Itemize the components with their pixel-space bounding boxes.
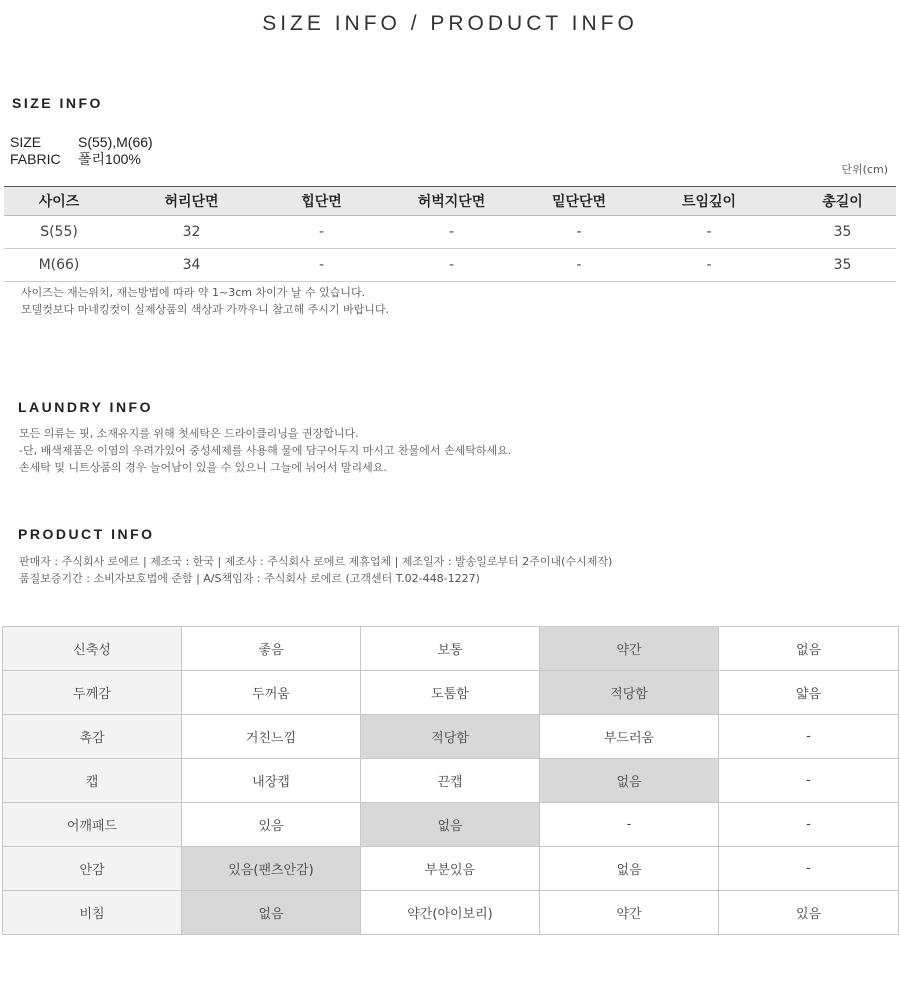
attribute-row	[3, 847, 899, 891]
attribute-option-selected: 적당함	[361, 715, 540, 759]
table-cell: -	[529, 216, 629, 249]
table-cell: M(66)	[4, 249, 114, 282]
attribute-option: -	[719, 847, 899, 891]
attribute-row	[3, 759, 899, 803]
attribute-label: 캡	[3, 759, 182, 803]
size-table-header	[4, 187, 896, 216]
table-cell: 32	[114, 216, 269, 249]
attribute-label: 비침	[3, 891, 182, 935]
unit-label: 단위(cm)	[841, 163, 888, 176]
page-title: SIZE INFO / PRODUCT INFO	[262, 12, 638, 35]
col-header: 허벅지단면	[374, 187, 529, 216]
table-cell: 35	[789, 216, 896, 249]
table-cell: -	[374, 216, 529, 249]
size-note: 모델컷보다 마네킹컷이 실제상품의 색상과 가까우니 참고해 주시기 바랍니다.	[21, 303, 390, 316]
attribute-option-selected: 없음	[182, 891, 361, 935]
attribute-option: -	[540, 803, 719, 847]
product-line: 판매자 : 주식회사 로에르 | 제조국 : 한국 | 제조사 : 주식회사 로에르 제휴업체 | 제조일자 : 발송일로부터 2주이내(수시제작)	[19, 555, 613, 568]
attribute-label: 안감	[3, 847, 182, 891]
laundry-line: 모든 의류는 핏, 소재유지를 위해 첫세탁은 드라이클리닝을 권장합니다.	[19, 427, 359, 440]
size-table	[4, 186, 896, 282]
attribute-option: -	[719, 803, 899, 847]
attribute-option-selected: 없음	[361, 803, 540, 847]
attribute-option: 있음	[719, 891, 899, 935]
attribute-option-selected: 적당함	[540, 671, 719, 715]
attribute-option: 부드러움	[540, 715, 719, 759]
table-cell: -	[529, 249, 629, 282]
attribute-option: 두꺼움	[182, 671, 361, 715]
attribute-row	[3, 715, 899, 759]
col-header: 트임깊이	[629, 187, 789, 216]
laundry-notes	[19, 425, 511, 476]
size-label: SIZE	[10, 134, 42, 150]
attribute-option: 약간	[540, 891, 719, 935]
size-spec	[10, 134, 153, 150]
table-cell: -	[374, 249, 529, 282]
size-info-title: SIZE INFO	[12, 95, 103, 111]
size-notes	[21, 284, 389, 318]
attribute-option: 있음	[182, 803, 361, 847]
attribute-option: 없음	[719, 627, 899, 671]
table-cell: 35	[789, 249, 896, 282]
laundry-line: -단, 배색제품은 이염의 우려가있어 중성세제를 사용해 물에 담구어두지 마시고 찬물에서 손세탁하세요.	[19, 444, 512, 457]
attribute-option: 약간(아이보리)	[361, 891, 540, 935]
col-header: 사이즈	[4, 187, 114, 216]
col-header: 허리단면	[114, 187, 269, 216]
product-attribute-table	[2, 626, 899, 935]
attribute-option: -	[719, 759, 899, 803]
attribute-option: 거친느낌	[182, 715, 361, 759]
attribute-option: 내장캡	[182, 759, 361, 803]
laundry-line: 손세탁 및 니트상품의 경우 늘어남이 있을 수 있으니 그늘에 뉘어서 말리세요.	[19, 461, 387, 474]
col-header: 총길이	[789, 187, 896, 216]
table-cell: S(55)	[4, 216, 114, 249]
table-row	[4, 216, 896, 249]
attribute-option: 도톰함	[361, 671, 540, 715]
table-cell: -	[269, 249, 374, 282]
col-header: 힙단면	[269, 187, 374, 216]
product-notes	[19, 553, 612, 587]
attribute-option: 부분있음	[361, 847, 540, 891]
attribute-row	[3, 627, 899, 671]
attribute-row	[3, 803, 899, 847]
attribute-option-selected: 약간	[540, 627, 719, 671]
attribute-option: -	[719, 715, 899, 759]
table-row	[4, 249, 896, 282]
attribute-option-selected: 있음(팬츠안감)	[182, 847, 361, 891]
attribute-option: 얇음	[719, 671, 899, 715]
attribute-label: 신축성	[3, 627, 182, 671]
attribute-option: 보통	[361, 627, 540, 671]
attribute-label: 어깨패드	[3, 803, 182, 847]
attribute-row	[3, 671, 899, 715]
attribute-option: 없음	[540, 847, 719, 891]
attribute-label: 촉감	[3, 715, 182, 759]
laundry-info-title: LAUNDRY INFO	[18, 399, 153, 415]
fabric-spec	[10, 151, 141, 167]
product-info-title: PRODUCT INFO	[18, 526, 155, 542]
fabric-label: FABRIC	[10, 151, 61, 167]
size-note: 사이즈는 재는위치, 재는방법에 따라 약 1~3cm 차이가 날 수 있습니다.	[21, 286, 366, 299]
table-cell: -	[629, 249, 789, 282]
table-cell: -	[269, 216, 374, 249]
col-header: 밑단단면	[529, 187, 629, 216]
size-value: S(55),M(66)	[78, 134, 153, 150]
fabric-value: 폴리100%	[78, 151, 141, 167]
table-cell: 34	[114, 249, 269, 282]
attribute-option-selected: 없음	[540, 759, 719, 803]
attribute-label: 두께감	[3, 671, 182, 715]
product-line: 품질보증기간 : 소비자보호법에 준함 | A/S책임자 : 주식회사 로에르 (고객센터 T.02-448-1227)	[19, 572, 480, 585]
table-cell: -	[629, 216, 789, 249]
attribute-row	[3, 891, 899, 935]
attribute-option: 좋음	[182, 627, 361, 671]
attribute-option: 끈캡	[361, 759, 540, 803]
